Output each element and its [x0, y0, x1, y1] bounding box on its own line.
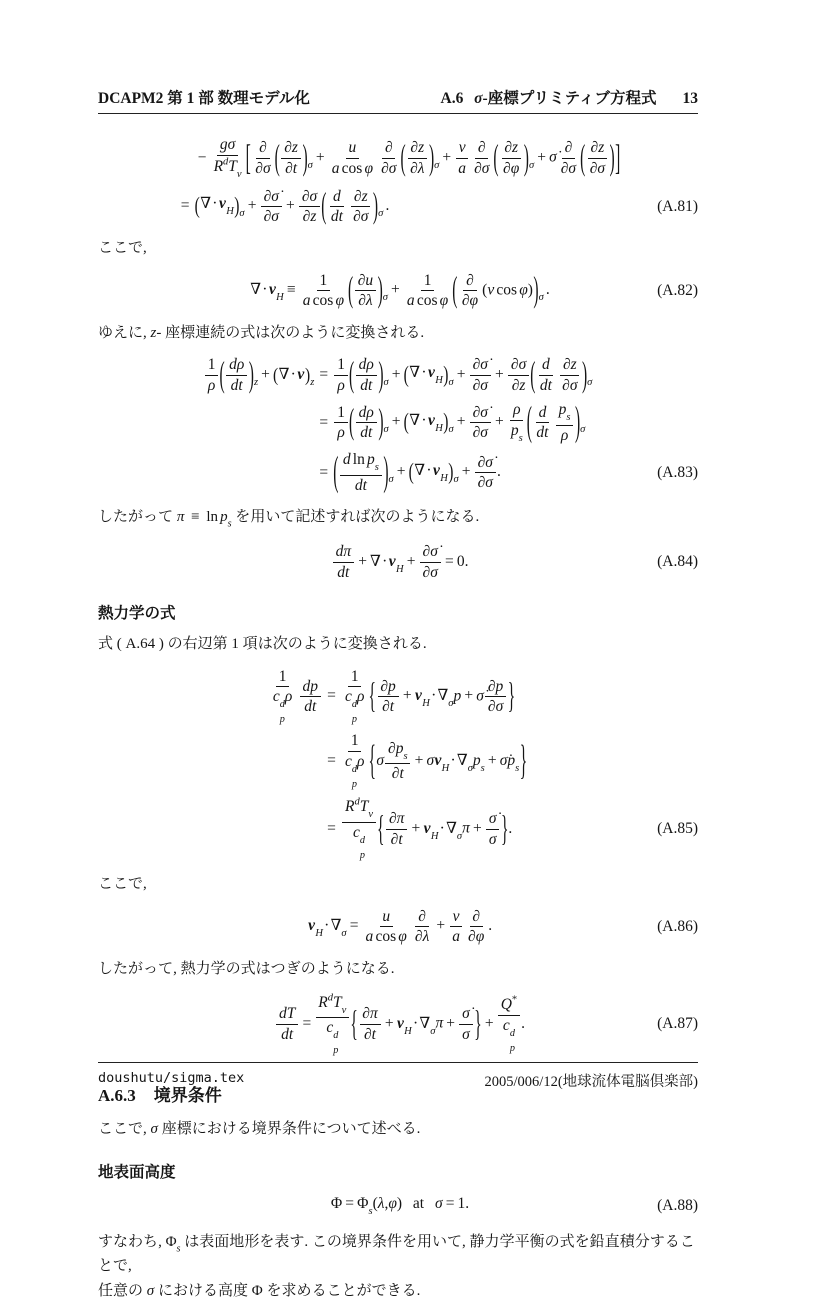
equation-cell: =: [319, 463, 329, 481]
equation-a87: [98, 992, 698, 1056]
section-title: 境界条件: [153, 1085, 222, 1105]
equation-grid: [98, 668, 698, 862]
equation-cell: ( $\frac{d \ln p_s}{dt}$ ) $_\sigma$ + ( $\nabla\cdot v_H$ ) $_\sigma$ + $\frac{\partial\sigmȧ}{\partial\sigma}$ .: [333, 450, 501, 496]
equation-grid: [98, 908, 698, 946]
equation-grid: [98, 272, 698, 310]
equation-cell: $v_H\cdot\nabla_\sigma$ = $\frac{u}{\text{a cos φ}}$ $\frac{\partial}{\partial\lambda}$ + $\frac{v}{a}$ $\frac{\partial}{\partial\varphi}$ .: [308, 907, 493, 946]
equation-number: (A.87): [657, 1015, 698, 1033]
paragraph-sunawachi-line2: 任意の σ における高度 Φ を求めることができる.: [98, 1282, 421, 1299]
equation-cell: =: [327, 687, 336, 705]
equation-cell: =: [180, 197, 190, 215]
equation-cell: =: [319, 366, 329, 384]
page-header: [98, 86, 698, 114]
footer-file-path: doushutu/sigma.tex: [98, 1070, 245, 1086]
equation-number: (A.81): [657, 197, 698, 215]
section-number: A.6.3: [98, 1085, 136, 1105]
equation-grid: [98, 356, 698, 494]
equation-number: (A.88): [657, 1197, 698, 1215]
equation-a84: [98, 543, 698, 581]
page-footer: [98, 1062, 698, 1091]
header-section-title: A.6 σ-座標プリミティブ方程式: [440, 90, 657, 107]
equation-number: (A.86): [657, 917, 698, 935]
paragraph-kokode-1: ここで,: [98, 240, 147, 257]
equation-number: (A.85): [657, 820, 698, 838]
equation-a88: [98, 1194, 698, 1219]
paragraph-shitagatte-2: したがって, 熱力学の式はつぎのようになる.: [98, 960, 395, 977]
equation-cell: 1 c d p ρ { σ $\frac{\partial p_s}{\partial t}$ + $\sigma v_H\cdot\nabla_\sigma p_s$ + $\sigmȧp_s$ }: [344, 732, 528, 790]
equation-cell: $\nabla\cdot v_H$ ≡ $\frac{1}{\text{a cos φ}}$ ( $\frac{\partial u}{\partial\lambda}$ ) $_\sigma$ + $\frac{1}{\text{a cos φ}}$ ( $\frac{\partial}{\partial\varphi}$ (v cos φ) ) $_\sigma$ .: [250, 271, 550, 311]
equation-number: (A.83): [657, 463, 698, 481]
equation-number: (A.84): [657, 553, 698, 571]
equation-cell: $\frac{1}{\rho}$ ( $\frac{d\rho}{dt}$ ) $_\sigma$ + ( $\nabla\cdot v_H$ ) $_\sigma$ + $\frac{\partial\sigmȧ}{\partial\sigma}$ + $\frac{\rho}{p_s}$ ( $\frac{d}{dt}$ $\frac{p_s}{\rho}$ ) $_\sigma$: [333, 401, 585, 444]
equation-cell: $R^dT_v$ c d p { $\frac{\partial\pi}{\partial t}$ + $v_H\cdot\nabla_\sigma\pi$ + $\frac{\sigmȧ}{\sigma}$ } .: [341, 797, 512, 861]
equation-grid: [98, 1194, 698, 1219]
paragraph-kokode-2: ここで,: [98, 876, 147, 893]
page-content: [98, 86, 698, 1310]
paragraph-yueni: ゆえに, z- 座標連続の式は次のように変換される.: [98, 324, 425, 341]
equation-cell: 1 c d p ρ { $\frac{\partial p}{\partial t}$ + $v_H\cdot\nabla_\sigma p$ + σ̇ $\frac{\partial p}{\partial\sigma}$ }: [344, 667, 516, 726]
paragraph-shitagatte-1: したがって $\pi \equiv \ln p_s$ を用いて記述すれば次のようになる.: [98, 509, 480, 531]
paragraph-kokode-3: ここで, σ 座標における境界条件について述べる.: [98, 1120, 421, 1137]
equation-cell: $\Phi = \Phi_s(\lambda,\varphi)$ at σ = 1.: [330, 1195, 470, 1217]
equation-cell: − $\frac{g\sigma}{R^dT_v}$ [ $\frac{\partial}{\partial\sigma}$ ( $\frac{\partial z}{\partial t}$ ) $_\sigma$ + $\frac{u}{\text{a cos φ}}$ $\frac{\partial}{\partial\sigma}$ ( $\frac{\partial z}{\partial\lambda}$ ) $_\sigma$ + $\frac{v}{a}$ $\frac{\partial}{\partial\sigma}$ ( $\frac{\partial z}{\partial\varphi}$ ) $_\sigma$ + σ̇ $\frac{\partial}{\partial\sigma}$ ( $\frac{\partial z}{\partial\sigma}$ ) ]: [197, 136, 621, 180]
equation-cell: $\frac{1}{\rho}$ ( $\frac{d\rho}{dt}$ ) $_z$ + ( ∇·v ) $_z$: [204, 356, 315, 394]
equation-number: (A.82): [657, 281, 698, 299]
equation-a85: [98, 668, 698, 862]
equation-cell: =: [327, 820, 336, 838]
equation-cell: $\frac{1}{\rho}$ ( $\frac{d\rho}{dt}$ ) $_\sigma$ + ( $\nabla\cdot v_H$ ) $_\sigma$ + $\frac{\partial\sigmȧ}{\partial\sigma}$ + $\frac{\partial\sigma}{\partial z}$ ( $\frac{d}{dt}$ $\frac{\partial z}{\partial\sigma}$ ) $_\sigma$: [333, 356, 592, 394]
subheading-thermodynamics: 熱力学の式: [98, 605, 176, 623]
footer-date: 2005/006/12(地球流体電脳倶楽部): [484, 1074, 698, 1090]
equation-cell: ( $\nabla\cdot v_H$ ) $_\sigma$ + $\frac{\partial\sigmȧ}{\partial\sigma}$ + $\frac{\partial\sigma}{\partial z}$ ( $\frac{d}{dt}$ $\frac{\partial z}{\partial\sigma}$ ) $_\sigma$ .: [194, 186, 390, 227]
equation-cell: 1 c d p ρ $\frac{dp}{dt}$: [269, 668, 322, 726]
header-document-title: DCAPM2 第 1 部 数理モデル化: [98, 90, 310, 107]
equation-cell: $\frac{dT}{dt}$ = $R^dT_v$ c d p { $\frac{\partial\pi}{\partial t}$ + $v_H\cdot\nabla_\sigma\pi$ + $\frac{\sigmȧ}{\sigma}$ } + Q* c d p .: [275, 992, 525, 1056]
paragraph-shiki-a64: 式 ( A.64 ) の右辺第 1 項は次のように変換される.: [98, 636, 427, 653]
paragraph-sunawachi-line1: すなわち, $\Phi_s$ は表面地形を表す. この境界条件を用いて, 静力学平衡の式を鉛直積分することで,: [98, 1233, 695, 1275]
equation-grid: [98, 543, 698, 581]
equation-cell: =: [319, 413, 329, 431]
equation-grid: [98, 992, 698, 1056]
header-page-number: 13: [682, 90, 698, 107]
equation-a86: [98, 908, 698, 946]
equation-cell: $\frac{d\pi}{dt}$ + $\nabla\cdot v_H$ + $\frac{\partial\sigmȧ}{\partial\sigma}$ = 0.: [332, 543, 469, 581]
subheading-surface-height: 地表面高度: [98, 1164, 176, 1181]
equation-a82: [98, 272, 698, 310]
equation-grid: [98, 136, 698, 225]
equation-a81: [98, 136, 698, 225]
equation-cell: =: [327, 752, 336, 770]
equation-a83: [98, 356, 698, 494]
header-right: [441, 89, 699, 109]
